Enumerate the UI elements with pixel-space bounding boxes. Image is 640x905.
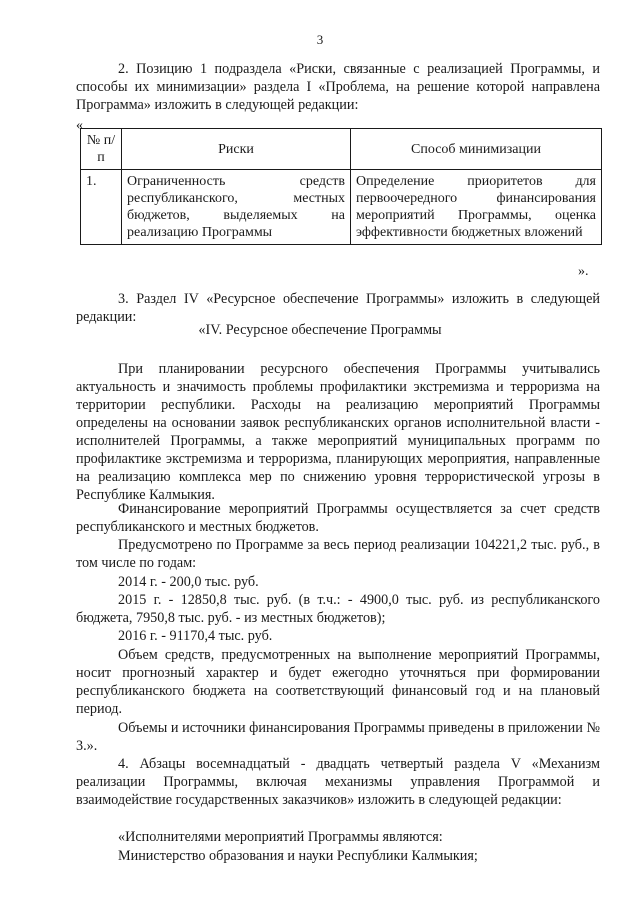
item-2-paragraph: 2. Позицию 1 подраздела «Риски, связанные с реализацией Программы, и способы их минимизации» раздела I «Проблема, на решение которой направлена Программа» изложить в следующей редакции:: [76, 61, 600, 113]
quote-open-mark: «: [76, 118, 83, 133]
risks-table: [80, 128, 602, 245]
resource-paragraph: При планировании ресурсного обеспечения Программы учитывались актуальность и значимость проблемы профилактики экстремизма и терроризма на территории республики. Расходы на реализацию мероприятий Программы определены на основании заявок республиканских органов исполнительной власти - исполнителей Программы, а также мероприятий муниципальных программ по профилактике экстремизма и терроризма, планирующих мероприятия, направленные на реализацию комплекса мер по снижению уровня террористической угрозы в Республике Калмыкия.: [76, 361, 600, 503]
item-3-paragraph: 3. Раздел IV «Ресурсное обеспечение Программы» изложить в следующей редакции:: [76, 291, 600, 325]
year-2016-line: 2016 г. - 91170,4 тыс. руб.: [118, 628, 273, 644]
year-2014-line: 2014 г. - 200,0 тыс. руб.: [118, 574, 259, 590]
table-cell-risk: Ограниченность средств республиканского, местных бюджетов, выделяемых на реализацию Программы: [122, 170, 351, 245]
financing-paragraph: Финансирование мероприятий Программы осуществляется за счет средств республиканского и местных бюджетов.: [76, 501, 600, 535]
table-header-mitigation: Способ минимизации: [351, 129, 602, 170]
table-header-row: [81, 129, 602, 170]
quote-close-mark: ».: [578, 264, 589, 279]
table-header-number: № п/п: [81, 129, 122, 170]
table-header-risks: Риски: [122, 129, 351, 170]
table-cell-number: 1.: [81, 170, 122, 245]
page-number: 3: [316, 32, 324, 47]
sources-paragraph: Объемы и источники финансирования Программы приведены в приложении № 3.».: [76, 720, 600, 754]
year-2015-paragraph: 2015 г. - 12850,8 тыс. руб. (в т.ч.: - 4900,0 тыс. руб. из республиканского бюджета, 7950,8 тыс. руб. - из местных бюджетов);: [76, 592, 600, 626]
volume-paragraph: Объем средств, предусмотренных на выполнение мероприятий Программы, носит прогнозный характер и будет ежегодно уточняться при формировании республиканского бюджета на соответствующий финансовый год и на плановый период.: [76, 647, 600, 717]
total-amount-paragraph: Предусмотрено по Программе за весь период реализации 104221,2 тыс. руб., в том числе по годам:: [76, 537, 600, 571]
executors-line: «Исполнителями мероприятий Программы являются:: [118, 829, 443, 845]
item-4-paragraph: 4. Абзацы восемнадцатый - двадцать четвертый раздела V «Механизм реализации Программы, включая механизмы управления Программой и взаимодействие государственных заказчиков» изложить в следующей редакции:: [76, 756, 600, 808]
table-row: [81, 170, 602, 245]
ministry-line: Министерство образования и науки Республики Калмыкия;: [118, 848, 478, 864]
section-heading: «IV. Ресурсное обеспечение Программы: [198, 322, 442, 338]
table-cell-mitigation: Определение приоритетов для первоочередного финансирования мероприятий Программы, оценка эффективности бюджетных вложений: [351, 170, 602, 245]
